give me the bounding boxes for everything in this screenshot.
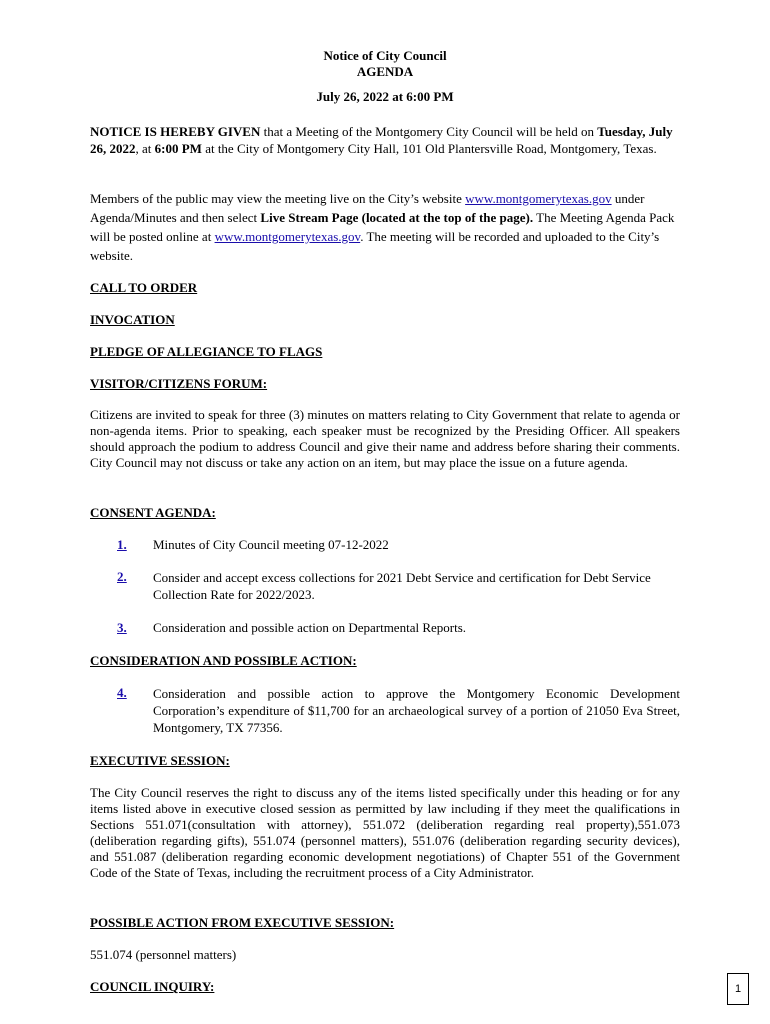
heading-council-inquiry: COUNCIL INQUIRY:: [90, 979, 215, 994]
heading-pledge: PLEDGE OF ALLEGIANCE TO FLAGS: [90, 344, 323, 359]
page-number-box: [727, 973, 749, 1005]
possible-action-text: 551.074 (personnel matters): [90, 947, 237, 962]
notice-lead: NOTICE IS HEREBY GIVEN: [90, 124, 261, 139]
notice-paragraph: NOTICE IS HEREBY GIVEN that a Meeting of the Montgomery City Council will be held on Tuesday, July 26, 2022, at 6:00 PM at the City of Montgomery City Hall, 101 Old Plantersville Road, Montgomery, Texas.: [90, 124, 673, 156]
heading-invocation: INVOCATION: [90, 312, 175, 327]
heading-executive-session: EXECUTIVE SESSION:: [90, 753, 230, 768]
live-stream-note: Live Stream Page (located at the top of the page).: [260, 210, 534, 225]
agenda-item-2-number[interactable]: 2.: [117, 569, 127, 584]
heading-consideration: CONSIDERATION AND POSSIBLE ACTION:: [90, 653, 357, 668]
agenda-item-4-text: Consideration and possible action to approve the Montgomery Economic Development Corporation’s expenditure of $11,700 for an archaeological survey of a portion of 21050 Eva Street, Montgomery, TX 77356.: [153, 686, 680, 735]
agenda-item-3-text: Consideration and possible action on Departmental Reports.: [153, 620, 467, 635]
agenda-title: AGENDA: [356, 64, 414, 79]
agenda-item-1-text: Minutes of City Council meeting 07-12-2022: [153, 537, 389, 552]
heading-consent-agenda: CONSENT AGENDA:: [90, 505, 216, 520]
document-title: Notice of City Council: [323, 48, 447, 63]
agenda-item-3-number[interactable]: 3.: [117, 620, 127, 635]
heading-possible-action: POSSIBLE ACTION FROM EXECUTIVE SESSION:: [90, 915, 395, 930]
executive-session-text: The City Council reserves the right to discuss any of the items listed specifically under this heading or for any items listed above in executive closed session as permitted by law including if they meet the qualifications in Sections 551.071(consultation with attorney), 551.072 (deliberation regarding real property),551.073 (deliberation regarding gifts), 551.074 (personnel matters), 551.076 (deliberation regarding security devices), and 551.087 (deliberation regarding economic development negotiations) of Chapter 551 of the Government Code of the State of Texas, including the recruitment process of a City Administrator.: [90, 785, 680, 880]
agenda-item-4-number[interactable]: 4.: [117, 685, 127, 700]
notice-date: Tuesday, July 26, 2022: [90, 124, 673, 156]
website-link[interactable]: www.montgomerytexas.gov: [465, 191, 612, 206]
meeting-date: July 26, 2022 at 6:00 PM: [316, 89, 454, 104]
notice-time: 6:00 PM: [154, 140, 202, 156]
website-link-2[interactable]: www.montgomerytexas.gov: [214, 229, 361, 244]
agenda-item-2-text: Consider and accept excess collections for 2021 Debt Service and certification for Debt Service Collection Rate for 2022/2023.: [153, 570, 651, 602]
heading-visitor-forum: VISITOR/CITIZENS FORUM:: [90, 376, 268, 391]
heading-call-to-order: CALL TO ORDER: [90, 280, 198, 295]
visitor-forum-text: Citizens are invited to speak for three (3) minutes on matters relating to City Government that relate to agenda or non-agenda items. Prior to speaking, each speaker must be recognized by the Presiding Officer. All speakers should approach the podium to address Council and give their name and address before sharing their comments. City Council may not discuss or take any action on an item, but may place the issue on a future agenda.: [90, 407, 680, 470]
page-number: 1: [734, 983, 742, 995]
public-viewing-paragraph: Members of the public may view the meeting live on the City’s website www.montgomerytexas.gov under Agenda/Minutes and then select Live Stream Page (located at the top of the page). The Meeting Agenda Pack will be posted online at www.montgomerytexas.gov. The meeting will be recorded and uploaded to the City’s website.: [90, 191, 675, 263]
agenda-item-1-number[interactable]: 1.: [117, 537, 127, 552]
